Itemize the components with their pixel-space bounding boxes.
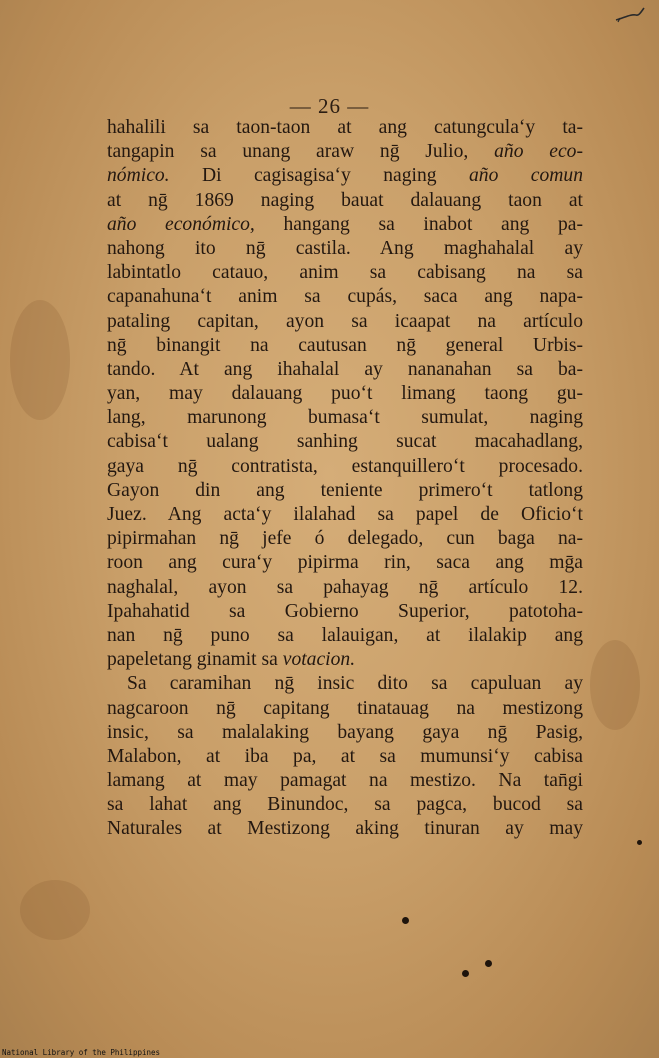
text-segment: Sa caramihan nḡ insic dito sa capuluan ay [127, 673, 583, 695]
ink-spot [485, 960, 492, 967]
text-line [107, 140, 583, 164]
text-segment: Di cagisagisa‘y naging [169, 165, 469, 187]
text-segment: naghalal, ayon sa pahayag nḡ artículo 12. [107, 576, 583, 598]
text-segment: sa lahat ang Binundoc, sa pagca, bucod sa [107, 794, 583, 816]
text-line [107, 382, 583, 406]
text-line [107, 164, 583, 188]
text-line [107, 503, 583, 527]
text-segment: tando. At ang ihahalal ay nananahan sa ba- [107, 358, 583, 380]
text-segment: capanahuna‘t anim sa cupás, saca ang napa- [107, 286, 583, 308]
text-segment: Ipahahatid sa Gobierno Superior, patotoha- [107, 600, 583, 622]
paper-stain [20, 880, 90, 940]
text-line [107, 721, 583, 745]
text-line [107, 213, 583, 237]
text-segment: hangang sa inabot ang pa- [254, 213, 583, 235]
library-credit: National Library of the Philippines [2, 1048, 161, 1057]
text-line [107, 600, 583, 624]
text-segment: nagcaroon nḡ capitang tinatauag na mestizong [107, 697, 583, 719]
text-line [107, 116, 583, 140]
text-segment: gaya nḡ contratista, estanquillero‘t procesado. [107, 455, 583, 477]
text-line [107, 672, 583, 696]
page-number: — 26 — [289, 94, 370, 118]
text-line [107, 769, 583, 793]
text-segment: pataling capitan, ayon sa icaapat na artículo [107, 310, 583, 332]
text-line [107, 551, 583, 575]
text-line [107, 455, 583, 479]
ink-spot [462, 970, 469, 977]
text-line [107, 648, 583, 672]
text-segment: nḡ binangit na cautusan nḡ general Urbis- [107, 334, 583, 356]
text-segment: nahong ito nḡ castila. Ang maghahalal ay [107, 237, 583, 259]
italic-text: año comun [468, 165, 583, 187]
text-segment: at nḡ 1869 naging bauat dalauang taon at [107, 189, 583, 211]
italic-text: año económico, [107, 213, 255, 235]
text-line [107, 310, 583, 334]
text-line [107, 527, 583, 551]
text-segment: yan, may dalauang puo‘t limang taong gu- [107, 383, 583, 405]
italic-text: nómico. [107, 165, 170, 187]
text-line [107, 624, 583, 648]
italic-text: votacion. [282, 649, 356, 671]
ink-spot [402, 917, 409, 924]
text-segment: roon ang cura‘y pipirma rin, saca ang mḡa [107, 552, 583, 574]
text-line [107, 479, 583, 503]
text-line [107, 430, 583, 454]
pencil-mark-icon [614, 6, 646, 24]
ink-spot [637, 840, 642, 845]
text-segment: nan nḡ puno sa lalauigan, at ilalakip ang [107, 624, 583, 646]
text-segment: hahalili sa taon-taon at ang catungcula‘y ta- [107, 117, 583, 138]
text-segment: tangapin sa unang araw nḡ Julio, [107, 141, 495, 163]
text-segment: papeletang ginamit sa [107, 649, 283, 671]
text-line [107, 793, 583, 817]
paper-stain [10, 300, 70, 420]
text-segment: labintatlo catauo, anim sa cabisang na sa [107, 262, 583, 284]
text-segment: Gayon din ang teniente primero‘t tatlong [107, 479, 583, 501]
text-line [107, 817, 583, 841]
text-line [107, 285, 583, 309]
italic-text: año eco- [494, 141, 583, 163]
text-segment: Juez. Ang acta‘y ilalahad sa papel de Oficio‘t [107, 504, 583, 525]
text-segment: Malabon, at iba pa, at sa mumunsi‘y cabisa [107, 745, 583, 767]
text-line [107, 261, 583, 285]
text-segment: insic, sa malalaking bayang gaya nḡ Pasig, [107, 721, 583, 743]
text-line [107, 576, 583, 600]
text-segment: lamang at may pamagat na mestizo. Na tan̄gi [107, 770, 583, 792]
text-segment: pipirmahan nḡ jefe ó delegado, cun baga na- [107, 528, 583, 550]
text-line [107, 406, 583, 430]
text-line [107, 358, 583, 382]
text-line [107, 334, 583, 358]
text-segment: Naturales at Mestizong aking tinuran ay may [107, 818, 583, 840]
body-text [107, 116, 583, 842]
text-segment: cabisa‘t ualang sanhing sucat macahadlang, [107, 431, 583, 453]
paper-stain [590, 640, 640, 730]
text-line [107, 189, 583, 213]
text-line [107, 745, 583, 769]
text-line [107, 697, 583, 721]
text-segment: lang, marunong bumasa‘t sumulat, naging [107, 407, 583, 429]
text-line [107, 237, 583, 261]
